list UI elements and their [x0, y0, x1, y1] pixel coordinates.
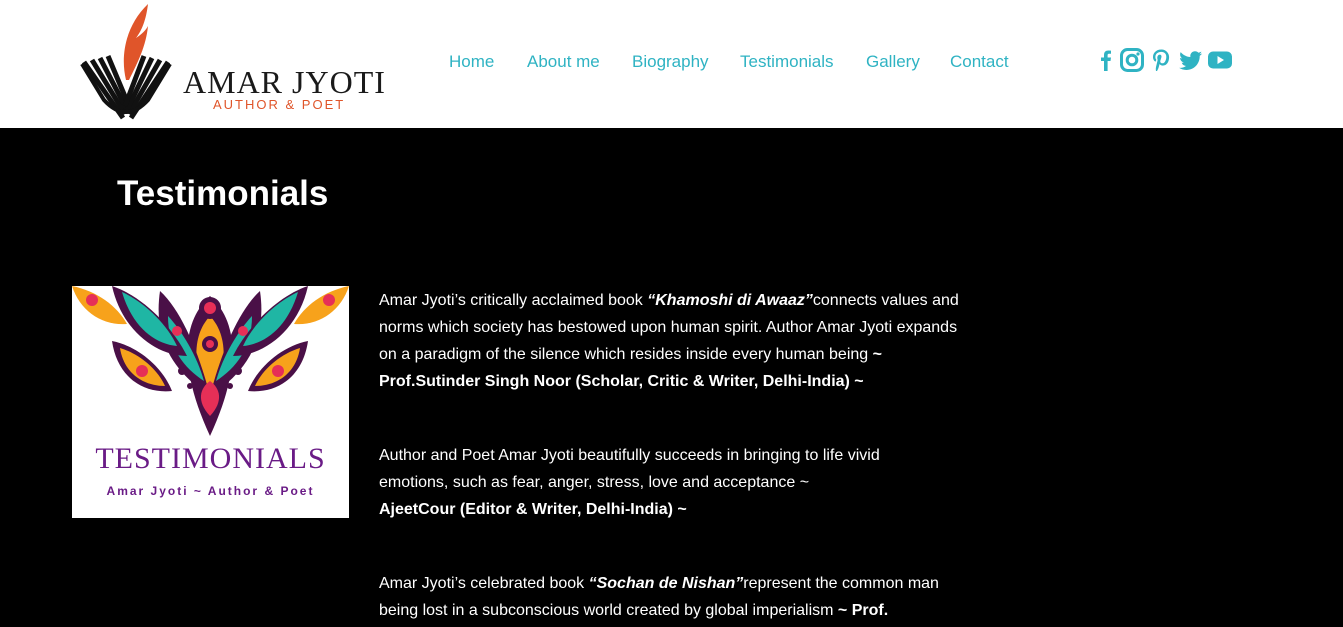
- testimonial-text: Amar Jyoti’s celebrated book: [379, 575, 589, 592]
- instagram-icon[interactable]: [1119, 47, 1145, 73]
- testimonial-attribution: ~ Prof.Sutinder Singh Noor (Scholar, Critic & Writer, Delhi-India) ~: [379, 346, 882, 390]
- testimonial-attribution: AjeetCour (Editor & Writer, Delhi-India) ~: [379, 501, 687, 518]
- testimonial-text: Author and Poet Amar Jyoti beautifully succeeds in bringing to life vivid emotions, such as fear, anger, stress, love and acceptance ~: [379, 447, 880, 491]
- testimonial-text: connects values and norms which society has bestowed upon human spirit. Author Amar Jyoti expands on a paradigm of the silence which resides inside every human being: [379, 292, 959, 363]
- testimonial-text: represent the common man being lost in a subconscious world created by global imperialism: [379, 575, 939, 619]
- book-title: “Khamoshi di Awaaz”: [647, 292, 813, 309]
- twitter-icon[interactable]: [1178, 47, 1204, 73]
- book-title: “Sochan de Nishan”: [588, 575, 744, 592]
- testimonial-item: [379, 570, 979, 624]
- nav-contact[interactable]: Contact: [950, 52, 1009, 71]
- image-subtitle: Amar Jyoti ~ Author & Poet: [106, 484, 315, 498]
- facebook-icon[interactable]: [1093, 47, 1119, 73]
- testimonials-image: [72, 286, 349, 518]
- testimonial-item: [379, 442, 929, 523]
- pinterest-icon[interactable]: [1148, 47, 1174, 73]
- nav-testimonials[interactable]: Testimonials: [740, 52, 834, 71]
- page-title: Testimonials: [117, 174, 329, 213]
- nav-home[interactable]: Home: [449, 52, 495, 71]
- youtube-icon[interactable]: [1207, 47, 1233, 73]
- image-title: TESTIMONIALS: [95, 442, 326, 475]
- site-logo[interactable]: [76, 0, 386, 128]
- testimonial-attribution: ~ Prof.: [837, 602, 889, 619]
- main-content: [0, 128, 1343, 627]
- nav-biography[interactable]: Biography: [632, 52, 709, 71]
- book-quill-logo-icon: [76, 0, 186, 128]
- logo-name: AMAR JYOTI: [183, 64, 386, 100]
- logo-tagline: AUTHOR & POET: [213, 97, 346, 112]
- testimonial-item: [379, 287, 969, 395]
- nav-about-me[interactable]: About me: [527, 52, 600, 71]
- testimonials-list: [379, 287, 979, 624]
- testimonial-text: Amar Jyoti’s critically acclaimed book: [379, 292, 648, 309]
- nav-gallery[interactable]: Gallery: [866, 52, 920, 71]
- site-header: [0, 0, 1343, 128]
- mandala-icon: [72, 286, 349, 446]
